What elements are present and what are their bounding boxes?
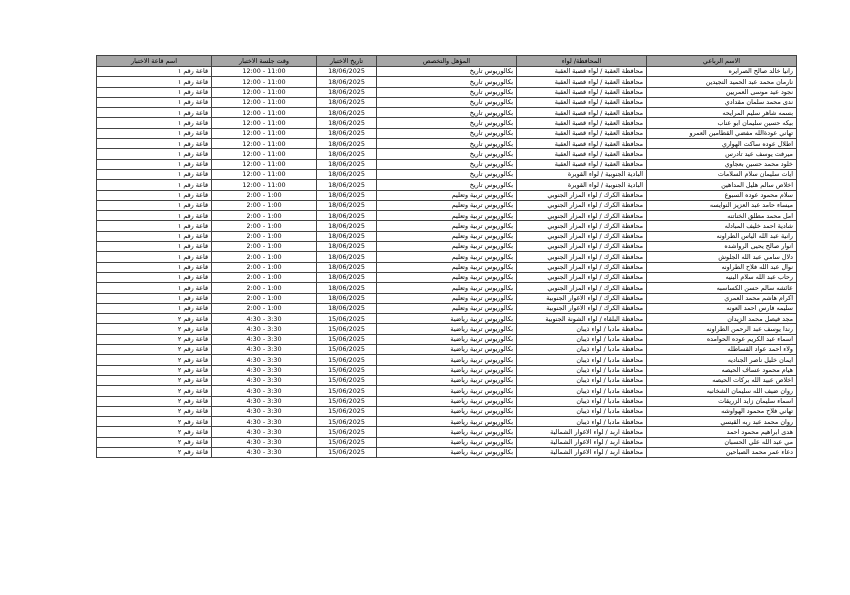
cell-session-time: 11:00 - 12:00 bbox=[212, 77, 317, 87]
cell-session-time: 3:30 - 4:30 bbox=[212, 417, 317, 427]
cell-room: قاعة رقم ٢ bbox=[97, 386, 212, 396]
table-row bbox=[97, 324, 797, 334]
cell-session-time: 3:30 - 4:30 bbox=[212, 334, 317, 344]
cell-room: قاعة رقم ٢ bbox=[97, 427, 212, 437]
header-name: الاسم الرباعي bbox=[647, 56, 797, 67]
cell-name: خلود محمد حسين بعجاوي bbox=[647, 159, 797, 169]
table-body bbox=[97, 67, 797, 458]
cell-name: هيام محمود عساف الحيصه bbox=[647, 365, 797, 375]
table-row bbox=[97, 406, 797, 416]
cell-name: ندى محمد سلمان مقدادي bbox=[647, 97, 797, 107]
table-row bbox=[97, 77, 797, 87]
cell-name: تهاني عودةالله مفضي القطامين العمرو bbox=[647, 128, 797, 138]
table-row bbox=[97, 231, 797, 241]
cell-governorate: محافظة الكرك / لواء المزار الجنوبي bbox=[517, 221, 647, 231]
cell-room: قاعة رقم ١ bbox=[97, 108, 212, 118]
cell-name: تهاني فلاح محمود الهواوشه bbox=[647, 406, 797, 416]
cell-session-time: 3:30 - 4:30 bbox=[212, 437, 317, 447]
cell-governorate: محافظة العقبة / لواء قصبة العقبة bbox=[517, 139, 647, 149]
cell-governorate: محافظة الكرك / لواء المزار الجنوبي bbox=[517, 190, 647, 200]
table-row bbox=[97, 128, 797, 138]
cell-room: قاعة رقم ٢ bbox=[97, 324, 212, 334]
cell-qualification: بكالوريوس تاريخ bbox=[377, 149, 517, 159]
table-row bbox=[97, 108, 797, 118]
cell-exam-date: 18/06/2025 bbox=[317, 149, 377, 159]
cell-session-time: 11:00 - 12:00 bbox=[212, 139, 317, 149]
table-row bbox=[97, 200, 797, 210]
cell-name: روان محمد عبد ربه القيسي bbox=[647, 417, 797, 427]
cell-qualification: بكالوريوس تربية وتعليم bbox=[377, 272, 517, 282]
cell-session-time: 1:00 - 2:00 bbox=[212, 293, 317, 303]
cell-room: قاعة رقم ١ bbox=[97, 200, 212, 210]
cell-governorate: محافظة الكرك / لواء الاغوار الجنوبية bbox=[517, 303, 647, 313]
cell-room: قاعة رقم ١ bbox=[97, 252, 212, 262]
cell-room: قاعة رقم ١ bbox=[97, 272, 212, 282]
cell-room: قاعة رقم ٢ bbox=[97, 355, 212, 365]
header-qualification: المؤهل والتخصص bbox=[377, 56, 517, 67]
cell-name: مجد فيصل محمد الزيدان bbox=[647, 314, 797, 324]
table-row bbox=[97, 97, 797, 107]
header-governorate: المحافظة/ لواء bbox=[517, 56, 647, 67]
cell-exam-date: 15/06/2025 bbox=[317, 427, 377, 437]
cell-exam-date: 18/06/2025 bbox=[317, 108, 377, 118]
cell-session-time: 3:30 - 4:30 bbox=[212, 396, 317, 406]
cell-session-time: 11:00 - 12:00 bbox=[212, 128, 317, 138]
header-session-time: وقت جلسة الاختبار bbox=[212, 56, 317, 67]
cell-session-time: 11:00 - 12:00 bbox=[212, 169, 317, 179]
cell-exam-date: 18/06/2025 bbox=[317, 139, 377, 149]
cell-governorate: محافظة الكرك / لواء المزار الجنوبي bbox=[517, 262, 647, 272]
cell-name: انوار صالح يحيى الرواشده bbox=[647, 242, 797, 252]
cell-room: قاعة رقم ١ bbox=[97, 87, 212, 97]
cell-exam-date: 15/06/2025 bbox=[317, 406, 377, 416]
table-row bbox=[97, 283, 797, 293]
cell-session-time: 1:00 - 2:00 bbox=[212, 252, 317, 262]
cell-name: رندا يوسف عبد الرحمن الطراونه bbox=[647, 324, 797, 334]
cell-session-time: 1:00 - 2:00 bbox=[212, 231, 317, 241]
cell-governorate: محافظة العقبة / لواء قصبة العقبة bbox=[517, 97, 647, 107]
cell-qualification: بكالوريوس تاريخ bbox=[377, 169, 517, 179]
cell-exam-date: 15/06/2025 bbox=[317, 355, 377, 365]
cell-qualification: بكالوريوس تاريخ bbox=[377, 87, 517, 97]
cell-session-time: 3:30 - 4:30 bbox=[212, 386, 317, 396]
cell-exam-date: 18/06/2025 bbox=[317, 221, 377, 231]
cell-governorate: محافظة مادبا / لواء ذيبان bbox=[517, 417, 647, 427]
cell-session-time: 1:00 - 2:00 bbox=[212, 283, 317, 293]
table-row bbox=[97, 334, 797, 344]
table-row bbox=[97, 159, 797, 169]
table-row bbox=[97, 293, 797, 303]
cell-name: اسماء سليمان زايد الزريقات bbox=[647, 396, 797, 406]
cell-qualification: بكالوريوس تربية رياضية bbox=[377, 437, 517, 447]
cell-session-time: 1:00 - 2:00 bbox=[212, 272, 317, 282]
cell-governorate: محافظة اربد / لواء الاغوار الشمالية bbox=[517, 447, 647, 457]
cell-exam-date: 18/06/2025 bbox=[317, 190, 377, 200]
cell-name: نوال عبد الله فلاح الطراونه bbox=[647, 262, 797, 272]
cell-governorate: محافظة مادبا / لواء ذيبان bbox=[517, 365, 647, 375]
cell-qualification: بكالوريوس تربية رياضية bbox=[377, 396, 517, 406]
cell-qualification: بكالوريوس تربية وتعليم bbox=[377, 262, 517, 272]
cell-room: قاعة رقم ١ bbox=[97, 221, 212, 231]
cell-qualification: بكالوريوس تربية وتعليم bbox=[377, 283, 517, 293]
cell-name: سلام محمود عوده السبوع bbox=[647, 190, 797, 200]
cell-session-time: 3:30 - 4:30 bbox=[212, 365, 317, 375]
cell-qualification: بكالوريوس تاريخ bbox=[377, 77, 517, 87]
cell-session-time: 11:00 - 12:00 bbox=[212, 87, 317, 97]
cell-qualification: بكالوريوس تربية وتعليم bbox=[377, 293, 517, 303]
table-row bbox=[97, 447, 797, 457]
cell-name: دلال سامي عبد الله الجلوش bbox=[647, 252, 797, 262]
cell-governorate: محافظة اربد / لواء الاغوار الشمالية bbox=[517, 427, 647, 437]
cell-governorate: محافظة العقبة / لواء قصبة العقبة bbox=[517, 67, 647, 77]
cell-name: سليمه فارس احمد العونه bbox=[647, 303, 797, 313]
table-row bbox=[97, 314, 797, 324]
cell-name: ايمان خليل ناصر الجناديه bbox=[647, 355, 797, 365]
cell-session-time: 11:00 - 12:00 bbox=[212, 180, 317, 190]
header-row bbox=[97, 56, 797, 67]
cell-qualification: بكالوريوس تربية وتعليم bbox=[377, 190, 517, 200]
cell-room: قاعة رقم ١ bbox=[97, 97, 212, 107]
cell-governorate: محافظة اربد / لواء الاغوار الشمالية bbox=[517, 437, 647, 447]
cell-name: رحاب عبد الله سلام البنيه bbox=[647, 272, 797, 282]
cell-governorate: محافظة العقبة / لواء قصبة العقبة bbox=[517, 87, 647, 97]
cell-qualification: بكالوريوس تربية رياضية bbox=[377, 324, 517, 334]
cell-name: اسماء عبد الكريم عوده الحوامده bbox=[647, 334, 797, 344]
cell-name: اخلاص عبيد الله بركات الحيصه bbox=[647, 375, 797, 385]
cell-qualification: بكالوريوس تاريخ bbox=[377, 159, 517, 169]
cell-room: قاعة رقم ١ bbox=[97, 118, 212, 128]
cell-room: قاعة رقم ١ bbox=[97, 262, 212, 272]
cell-governorate: محافظة الكرك / لواء المزار الجنوبي bbox=[517, 231, 647, 241]
table-row bbox=[97, 149, 797, 159]
cell-session-time: 11:00 - 12:00 bbox=[212, 118, 317, 128]
cell-room: قاعة رقم ١ bbox=[97, 180, 212, 190]
table-row bbox=[97, 365, 797, 375]
table-row bbox=[97, 386, 797, 396]
cell-qualification: بكالوريوس تربية رياضية bbox=[377, 447, 517, 457]
cell-governorate: محافظة الكرك / لواء المزار الجنوبي bbox=[517, 272, 647, 282]
cell-session-time: 11:00 - 12:00 bbox=[212, 159, 317, 169]
exam-schedule-table bbox=[96, 55, 797, 458]
cell-qualification: بكالوريوس تربية رياضية bbox=[377, 417, 517, 427]
cell-exam-date: 15/06/2025 bbox=[317, 324, 377, 334]
header-exam-date: تاريخ الاختبار bbox=[317, 56, 377, 67]
cell-room: قاعة رقم ١ bbox=[97, 293, 212, 303]
cell-governorate: محافظة مادبا / لواء ذيبان bbox=[517, 345, 647, 355]
cell-governorate: محافظة مادبا / لواء ذيبان bbox=[517, 375, 647, 385]
cell-exam-date: 18/06/2025 bbox=[317, 128, 377, 138]
cell-exam-date: 18/06/2025 bbox=[317, 159, 377, 169]
cell-name: نارمان محمد عبد الحميد النجيدين bbox=[647, 77, 797, 87]
cell-room: قاعة رقم ١ bbox=[97, 67, 212, 77]
cell-qualification: بكالوريوس تربية رياضية bbox=[377, 386, 517, 396]
table-row bbox=[97, 303, 797, 313]
cell-qualification: بكالوريوس تاريخ bbox=[377, 97, 517, 107]
cell-name: شادية احمد خليف المبادله bbox=[647, 221, 797, 231]
cell-qualification: بكالوريوس تربية وتعليم bbox=[377, 231, 517, 241]
cell-exam-date: 15/06/2025 bbox=[317, 314, 377, 324]
cell-exam-date: 18/06/2025 bbox=[317, 303, 377, 313]
cell-session-time: 11:00 - 12:00 bbox=[212, 108, 317, 118]
cell-qualification: بكالوريوس تربية رياضية bbox=[377, 314, 517, 324]
table-row bbox=[97, 180, 797, 190]
cell-governorate: محافظة مادبا / لواء ذيبان bbox=[517, 396, 647, 406]
cell-session-time: 1:00 - 2:00 bbox=[212, 303, 317, 313]
cell-governorate: محافظة مادبا / لواء ذيبان bbox=[517, 324, 647, 334]
cell-qualification: بكالوريوس تاريخ bbox=[377, 118, 517, 128]
cell-exam-date: 15/06/2025 bbox=[317, 396, 377, 406]
cell-name: اخلاص سالم هليل المداهين bbox=[647, 180, 797, 190]
cell-session-time: 3:30 - 4:30 bbox=[212, 355, 317, 365]
table-row bbox=[97, 118, 797, 128]
table-row bbox=[97, 211, 797, 221]
table-row bbox=[97, 396, 797, 406]
cell-qualification: بكالوريوس تربية رياضية bbox=[377, 406, 517, 416]
cell-exam-date: 18/06/2025 bbox=[317, 293, 377, 303]
cell-session-time: 3:30 - 4:30 bbox=[212, 324, 317, 334]
cell-exam-date: 18/06/2025 bbox=[317, 200, 377, 210]
cell-governorate: البادية الجنوبية / لواء القويرة bbox=[517, 180, 647, 190]
cell-room: قاعة رقم ١ bbox=[97, 231, 212, 241]
cell-room: قاعة رقم ١ bbox=[97, 169, 212, 179]
cell-governorate: محافظة مادبا / لواء ذيبان bbox=[517, 334, 647, 344]
cell-governorate: محافظة العقبة / لواء قصبة العقبة bbox=[517, 128, 647, 138]
cell-exam-date: 18/06/2025 bbox=[317, 67, 377, 77]
cell-room: قاعة رقم ٢ bbox=[97, 396, 212, 406]
cell-name: عائشه سالم حسن الكساسبه bbox=[647, 283, 797, 293]
table-row bbox=[97, 437, 797, 447]
cell-session-time: 3:30 - 4:30 bbox=[212, 427, 317, 437]
cell-governorate: محافظة العقبة / لواء قصبة العقبة bbox=[517, 149, 647, 159]
cell-governorate: محافظة الكرك / لواء المزار الجنوبي bbox=[517, 200, 647, 210]
cell-exam-date: 15/06/2025 bbox=[317, 386, 377, 396]
cell-exam-date: 18/06/2025 bbox=[317, 77, 377, 87]
cell-qualification: بكالوريوس تاريخ bbox=[377, 128, 517, 138]
table-row bbox=[97, 262, 797, 272]
cell-governorate: محافظة الكرك / لواء الاغوار الجنوبية bbox=[517, 293, 647, 303]
cell-qualification: بكالوريوس تربية رياضية bbox=[377, 365, 517, 375]
table-row bbox=[97, 272, 797, 282]
cell-name: روان ضيف الله سليمان الشخانبه bbox=[647, 386, 797, 396]
cell-room: قاعة رقم ١ bbox=[97, 128, 212, 138]
cell-exam-date: 18/06/2025 bbox=[317, 272, 377, 282]
cell-room: قاعة رقم ١ bbox=[97, 303, 212, 313]
cell-exam-date: 15/06/2025 bbox=[317, 437, 377, 447]
cell-exam-date: 15/06/2025 bbox=[317, 447, 377, 457]
cell-session-time: 1:00 - 2:00 bbox=[212, 211, 317, 221]
table-row bbox=[97, 67, 797, 77]
cell-name: اكرام هاشم محمد العمري bbox=[647, 293, 797, 303]
cell-exam-date: 18/06/2025 bbox=[317, 180, 377, 190]
cell-name: ميساء حامد عبد العزيز النوايسه bbox=[647, 200, 797, 210]
cell-session-time: 11:00 - 12:00 bbox=[212, 149, 317, 159]
cell-exam-date: 18/06/2025 bbox=[317, 242, 377, 252]
cell-room: قاعة رقم ٢ bbox=[97, 365, 212, 375]
table-row bbox=[97, 375, 797, 385]
cell-exam-date: 18/06/2025 bbox=[317, 211, 377, 221]
cell-session-time: 3:30 - 4:30 bbox=[212, 314, 317, 324]
cell-room: قاعة رقم ١ bbox=[97, 149, 212, 159]
cell-governorate: محافظة الكرك / لواء المزار الجنوبي bbox=[517, 252, 647, 262]
cell-exam-date: 18/06/2025 bbox=[317, 87, 377, 97]
cell-name: ايات سليمان سلام السلامات bbox=[647, 169, 797, 179]
cell-exam-date: 18/06/2025 bbox=[317, 262, 377, 272]
table-row bbox=[97, 221, 797, 231]
cell-qualification: بكالوريوس تاريخ bbox=[377, 108, 517, 118]
cell-name: مي عبد الله علي الحسبان bbox=[647, 437, 797, 447]
table-header bbox=[97, 56, 797, 67]
cell-room: قاعة رقم ١ bbox=[97, 211, 212, 221]
cell-governorate: محافظة الكرك / لواء المزار الجنوبي bbox=[517, 242, 647, 252]
cell-session-time: 3:30 - 4:30 bbox=[212, 406, 317, 416]
cell-governorate: محافظة العقبة / لواء قصبة العقبة bbox=[517, 108, 647, 118]
cell-session-time: 3:30 - 4:30 bbox=[212, 447, 317, 457]
header-room: اسم قاعة الاختبار bbox=[97, 56, 212, 67]
cell-qualification: بكالوريوس تربية رياضية bbox=[377, 355, 517, 365]
cell-governorate: محافظة العقبة / لواء قصبة العقبة bbox=[517, 77, 647, 87]
table-row bbox=[97, 242, 797, 252]
cell-qualification: بكالوريوس تربية وتعليم bbox=[377, 211, 517, 221]
cell-governorate: محافظة مادبا / لواء ذيبان bbox=[517, 386, 647, 396]
cell-session-time: 1:00 - 2:00 bbox=[212, 262, 317, 272]
table-row bbox=[97, 87, 797, 97]
cell-room: قاعة رقم ٢ bbox=[97, 334, 212, 344]
cell-exam-date: 18/06/2025 bbox=[317, 118, 377, 128]
cell-room: قاعة رقم ٢ bbox=[97, 417, 212, 427]
cell-room: قاعة رقم ٢ bbox=[97, 437, 212, 447]
cell-qualification: بكالوريوس تربية وتعليم bbox=[377, 252, 517, 262]
cell-exam-date: 15/06/2025 bbox=[317, 334, 377, 344]
table-row bbox=[97, 139, 797, 149]
cell-name: دعاء عمر محمد الصباحين bbox=[647, 447, 797, 457]
cell-exam-date: 15/06/2025 bbox=[317, 345, 377, 355]
cell-qualification: بكالوريوس تربية وتعليم bbox=[377, 242, 517, 252]
cell-room: قاعة رقم ٢ bbox=[97, 375, 212, 385]
cell-qualification: بكالوريوس تربية رياضية bbox=[377, 427, 517, 437]
cell-governorate: محافظة الكرك / لواء المزار الجنوبي bbox=[517, 211, 647, 221]
table-row bbox=[97, 417, 797, 427]
table-row bbox=[97, 345, 797, 355]
cell-governorate: محافظة العقبة / لواء قصبة العقبة bbox=[517, 159, 647, 169]
cell-name: بيكه حسين سليمان ابو عناب bbox=[647, 118, 797, 128]
cell-session-time: 1:00 - 2:00 bbox=[212, 190, 317, 200]
cell-name: ميرفت يوسف عيد تادرس bbox=[647, 149, 797, 159]
table-row bbox=[97, 190, 797, 200]
cell-room: قاعة رقم ١ bbox=[97, 159, 212, 169]
cell-name: امل محمد مطلق الخناتنه bbox=[647, 211, 797, 221]
cell-room: قاعة رقم ١ bbox=[97, 242, 212, 252]
cell-exam-date: 18/06/2025 bbox=[317, 97, 377, 107]
cell-exam-date: 15/06/2025 bbox=[317, 375, 377, 385]
cell-name: هدى ابراهيم محمود احمد bbox=[647, 427, 797, 437]
cell-room: قاعة رقم ١ bbox=[97, 283, 212, 293]
cell-governorate: محافظة مادبا / لواء ذيبان bbox=[517, 406, 647, 416]
table-row bbox=[97, 355, 797, 365]
cell-room: قاعة رقم ٢ bbox=[97, 314, 212, 324]
cell-session-time: 1:00 - 2:00 bbox=[212, 200, 317, 210]
cell-room: قاعة رقم ٢ bbox=[97, 345, 212, 355]
cell-qualification: بكالوريوس تربية وتعليم bbox=[377, 303, 517, 313]
cell-name: بسمه شاهر سليم المرايحه bbox=[647, 108, 797, 118]
cell-governorate: محافظة العقبة / لواء قصبة العقبة bbox=[517, 118, 647, 128]
cell-qualification: بكالوريوس تربية رياضية bbox=[377, 334, 517, 344]
cell-room: قاعة رقم ٢ bbox=[97, 406, 212, 416]
cell-exam-date: 18/06/2025 bbox=[317, 231, 377, 241]
cell-qualification: بكالوريوس تاريخ bbox=[377, 180, 517, 190]
cell-governorate: محافظة البلقاء / لواء الشونة الجنوبية bbox=[517, 314, 647, 324]
cell-room: قاعة رقم ١ bbox=[97, 77, 212, 87]
cell-room: قاعة رقم ٢ bbox=[97, 447, 212, 457]
cell-name: رانيا خالد صالح الصرايره bbox=[647, 67, 797, 77]
cell-exam-date: 18/06/2025 bbox=[317, 283, 377, 293]
cell-governorate: البادية الجنوبية / لواء القويرة bbox=[517, 169, 647, 179]
cell-session-time: 3:30 - 4:30 bbox=[212, 375, 317, 385]
cell-session-time: 11:00 - 12:00 bbox=[212, 67, 317, 77]
cell-name: ولاء احمد عواد القساطله bbox=[647, 345, 797, 355]
cell-session-time: 1:00 - 2:00 bbox=[212, 221, 317, 231]
cell-name: اطلال عوده ساكت الهواري bbox=[647, 139, 797, 149]
cell-qualification: بكالوريوس تربية وتعليم bbox=[377, 221, 517, 231]
cell-room: قاعة رقم ١ bbox=[97, 139, 212, 149]
cell-room: قاعة رقم ١ bbox=[97, 190, 212, 200]
table-row bbox=[97, 427, 797, 437]
cell-session-time: 3:30 - 4:30 bbox=[212, 345, 317, 355]
cell-name: رانية عبد الله الياس الطراونه bbox=[647, 231, 797, 241]
cell-qualification: بكالوريوس تاريخ bbox=[377, 139, 517, 149]
cell-session-time: 1:00 - 2:00 bbox=[212, 242, 317, 252]
cell-name: نجود عيد موسى العمريين bbox=[647, 87, 797, 97]
cell-qualification: بكالوريوس تربية وتعليم bbox=[377, 200, 517, 210]
cell-exam-date: 18/06/2025 bbox=[317, 169, 377, 179]
cell-exam-date: 18/06/2025 bbox=[317, 252, 377, 262]
table-row bbox=[97, 252, 797, 262]
cell-qualification: بكالوريوس تربية رياضية bbox=[377, 375, 517, 385]
table-row bbox=[97, 169, 797, 179]
cell-session-time: 11:00 - 12:00 bbox=[212, 97, 317, 107]
cell-governorate: محافظة الكرك / لواء المزار الجنوبي bbox=[517, 283, 647, 293]
cell-governorate: محافظة مادبا / لواء ذيبان bbox=[517, 355, 647, 365]
cell-exam-date: 15/06/2025 bbox=[317, 417, 377, 427]
cell-qualification: بكالوريوس تاريخ bbox=[377, 67, 517, 77]
cell-exam-date: 15/06/2025 bbox=[317, 365, 377, 375]
cell-qualification: بكالوريوس تربية رياضية bbox=[377, 345, 517, 355]
